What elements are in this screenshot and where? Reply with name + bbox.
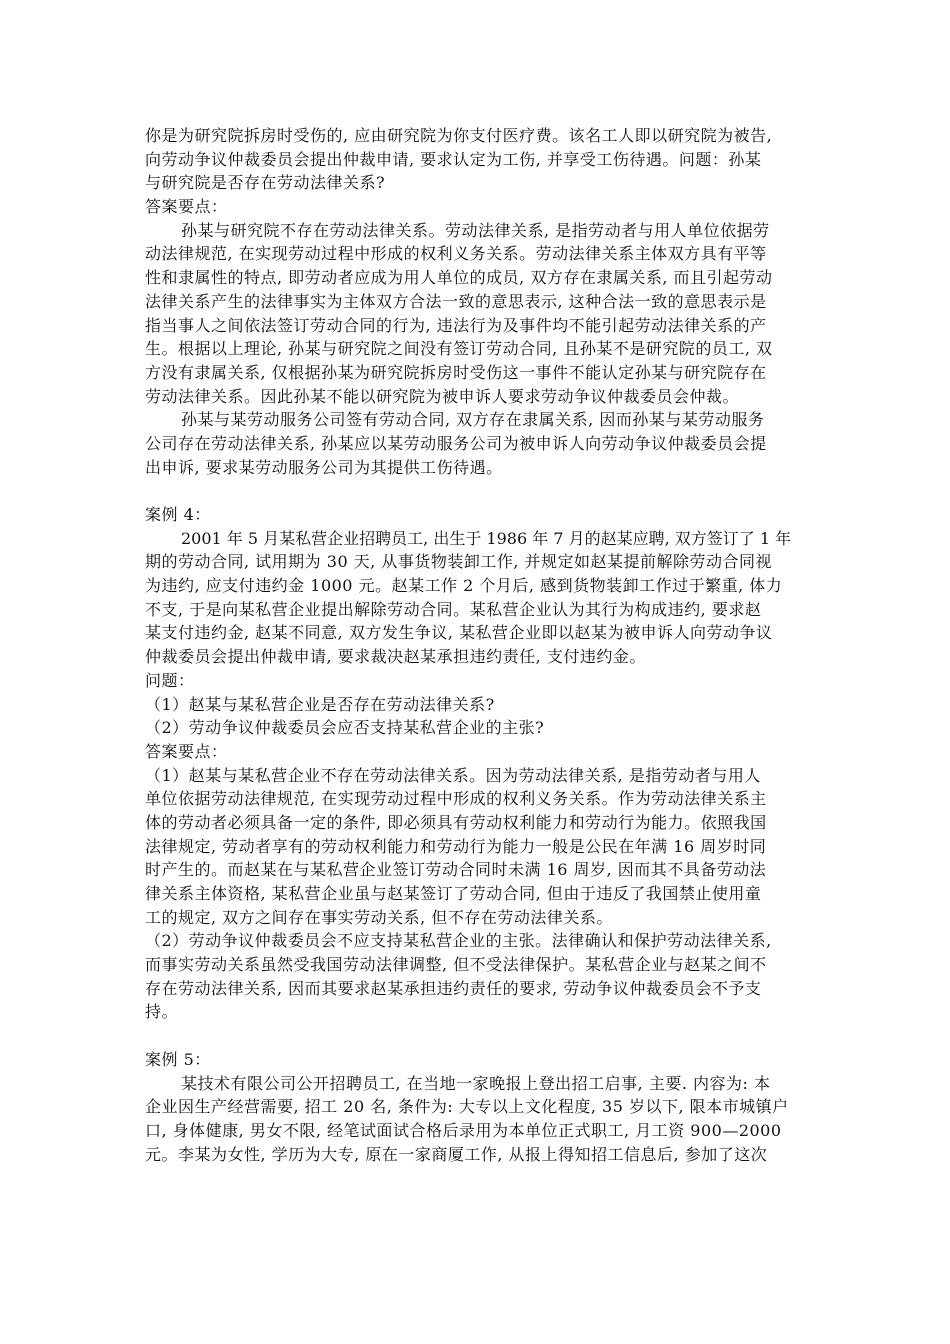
section-heading: 答案要点：: [145, 197, 228, 217]
text-line: 与研究院是否存在劳动法律关系?: [145, 173, 386, 193]
text-line: 而事实劳动关系虽然受我国劳动法律调整, 但不受法律保护。某私营企业与赵某之间不: [145, 955, 767, 975]
text-line: 向劳动争议仲裁委员会提出仲裁申请, 要求认定为工伤, 并享受工伤待遇。问题：孙某: [145, 149, 762, 169]
text-line: 法律关系产生的法律事实为主体双方合法一致的意思表示, 这种合法一致的意思表示是: [145, 291, 767, 311]
text-line: 指当事人之间依法签订劳动合同的行为, 违法行为及事件均不能引起劳动法律关系的产: [145, 315, 767, 335]
section-heading: 答案要点：: [145, 741, 228, 761]
text-line: 期的劳动合同, 试用期为 30 天, 从事货物装卸工作, 并规定如赵某提前解除劳动合同视: [145, 552, 773, 572]
text-line: 你是为研究院拆房时受伤的, 应由研究院为你支付医疗费。该名工人即以研究院为被告,: [145, 126, 773, 145]
text-line: 某技术有限公司公开招聘员工, 在当地一家晚报上登出招工启事, 主要. 内容为: 本: [181, 1073, 771, 1093]
text-line: 企业因生产经营需要, 招工 20 名, 条件为: 大专以上文化程度, 35 岁以下, 限本市城镇户: [145, 1097, 789, 1117]
text-line: （2）劳动争议仲裁委员会应否支持某私营企业的主张?: [145, 718, 545, 738]
text-line: 方没有隶属关系, 仅根据孙某为研究院拆房时受伤这一事件不能认定孙某与研究院存在: [145, 362, 767, 382]
text-line: 不支, 于是向某私营企业提出解除劳动合同。某私营企业认为其行为构成违约, 要求赵: [145, 599, 762, 619]
text-line: 持。: [145, 1002, 179, 1022]
section-heading: 案例 5：: [145, 1049, 211, 1069]
text-line: 存在劳动法律关系, 因而其要求赵某承担违约责任的要求, 劳动争议仲裁委员会不予支: [145, 978, 762, 998]
text-line: 律关系主体资格, 某私营企业虽与赵某签订了劳动合同, 但由于违反了我国禁止使用童: [145, 884, 762, 903]
text-line: 仲裁委员会提出仲裁申请, 要求裁决赵某承担违约责任, 支付违约金。: [145, 647, 646, 667]
blank-line: [145, 479, 805, 503]
section-heading: 案例 4：: [145, 505, 211, 524]
section-heading: 问题：: [145, 670, 195, 690]
text-line: 工的规定, 双方之间存在事实劳动关系, 但不存在劳动法律关系。: [145, 907, 613, 927]
blank-line: [145, 1024, 805, 1048]
text-line: 口, 身体健康, 男女不限, 经笔试面试合格后录用为本单位正式职工, 月工资 900—2000: [145, 1120, 782, 1140]
text-line: 元。李某为女性, 学历为大专, 原在一家商厦工作, 从报上得知招工信息后, 参加了这次: [145, 1144, 768, 1164]
text-line: 某支付违约金, 赵某不同意, 双方发生争议, 某私营企业即以赵某为被申诉人向劳动争议: [145, 623, 773, 643]
text-line: 出申诉, 要求某劳动服务公司为其提供工伤待遇。: [145, 457, 503, 477]
text-line: （2）劳动争议仲裁委员会不应支持某私营企业的主张。法律确认和保护劳动法律关系,: [145, 931, 772, 951]
text-line: 为违约, 应支付违约金 1000 元。赵某工作 2 个月后, 感到货物装卸工作过于繁重, 体力: [145, 576, 783, 596]
text-line: 动法律规范, 在实现劳动过程中形成的权利义务关系。劳动法律关系主体双方具有平等: [145, 244, 767, 264]
document-page: [145, 124, 805, 1166]
text-line: 单位依据劳动法律规范, 在实现劳动过程中形成的权利义务关系。作为劳动法律关系主: [145, 789, 767, 809]
text-line: 性和隶属性的特点, 即劳动者应成为用人单位的成员, 双方存在隶属关系, 而且引起劳动: [145, 268, 773, 288]
text-line: 公司存在劳动法律关系, 孙某应以某劳动服务公司为被申诉人向劳动争议仲裁委员会提: [145, 433, 767, 453]
text-line: （1）赵某与某私营企业是否存在劳动法律关系?: [145, 694, 495, 714]
text-line: 劳动法律关系。因此孙某不能以研究院为被申诉人要求劳动争议仲裁委员会仲裁。: [145, 386, 740, 406]
text-line: 生。根据以上理论, 孙某与研究院之间没有签订劳动合同, 且孙某不是研究院的员工, 双: [145, 339, 773, 359]
text-line: （1）赵某与某私营企业不存在劳动法律关系。因为劳动法律关系, 是指劳动者与用人: [145, 765, 761, 785]
text-line: 孙某与某劳动服务公司签有劳动合同, 双方存在隶属关系, 因而孙某与某劳动服务: [181, 410, 765, 430]
text-line: 体的劳动者必须具备一定的条件, 即必须具有劳动权利能力和劳动行为能力。依照我国: [145, 812, 767, 832]
text-line: 法律规定, 劳动者享有的劳动权利能力和劳动行为能力一般是公民在年满 16 周岁时同: [145, 836, 767, 856]
text-line: 2001 年 5 月某私营企业招聘员工, 出生于 1986 年 7 月的赵某应聘, 双方签订了 1 年: [181, 528, 792, 548]
text-line: 时产生的。而赵某在与某私营企业签订劳动合同时未满 16 周岁, 因而其不具备劳动法: [145, 860, 767, 880]
text-line: 孙某与研究院不存在劳动法律关系。劳动法律关系, 是指劳动者与用人单位依据劳: [181, 220, 770, 240]
